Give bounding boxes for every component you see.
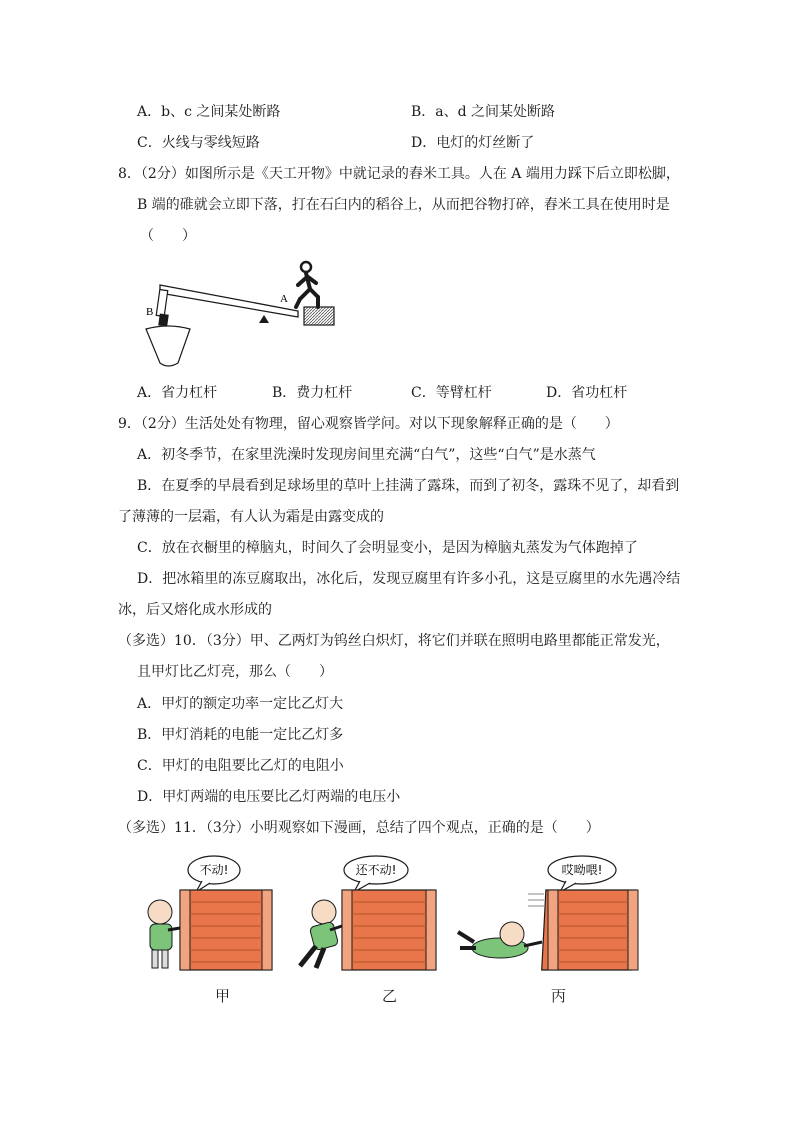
- comic-panel-jia: [140, 850, 275, 975]
- comic-panel-bing: [452, 850, 652, 975]
- falling-boy-figure: [458, 922, 542, 958]
- q7-option-b: B．a、d 之间某处断路: [411, 104, 556, 120]
- q9-option-d-cont: 冰，后又熔化成水形成的: [118, 602, 272, 618]
- q8-answer-blank: （ ）: [140, 228, 196, 244]
- q7-option-a: A．b、c 之间某处断路: [137, 104, 281, 120]
- crate: [180, 890, 272, 970]
- q8-lever-figure: [138, 255, 348, 375]
- q9-stem: 9．（2分）生活处处有物理，留心观察皆学问。对以下现象解释正确的是（ ）: [118, 416, 619, 432]
- crate: [542, 890, 638, 970]
- label-b: B: [146, 306, 154, 318]
- q11-stem: （多选）11．（3分）小明观察如下漫画，总结了四个观点，正确的是（ ）: [118, 820, 600, 836]
- q9-option-b: B．在夏季的早晨看到足球场里的草叶上挂满了露珠，而到了初冬，露珠不见了，却看到: [137, 478, 680, 494]
- q10-option-c: C．甲灯的电阻要比乙灯的电阻小: [137, 758, 344, 774]
- q8-option-b: B．费力杠杆: [272, 385, 353, 401]
- q9-option-a: A．初冬季节，在家里洗澡时发现房间里充满“白气”，这些“白气”是水蒸气: [137, 447, 596, 463]
- q10-stem-line2: 且甲灯比乙灯亮，那么（ ）: [137, 664, 333, 680]
- label-a: A: [280, 293, 288, 305]
- q8-option-c: C．等臂杠杆: [411, 385, 492, 401]
- platform-block: [304, 307, 334, 325]
- q8-option-a: A．省力杠杆: [137, 385, 218, 401]
- pestle: [156, 290, 169, 327]
- q9-option-c: C．放在衣橱里的樟脑丸，时间久了会明显变小，是因为樟脑丸蒸发为气体跑掉了: [137, 540, 638, 556]
- motion-lines: [528, 894, 544, 906]
- caption-jia: 甲: [215, 987, 231, 1005]
- lever-beam: [160, 285, 298, 317]
- bubble-text-yi: 还不动!: [355, 863, 397, 877]
- q8-stem-line2: B 端的碓就会立即下落，打在石臼内的稻谷上，从而把谷物打碎，舂米工具在使用时是: [137, 197, 670, 213]
- q8-stem-line1: 8．（2分）如图所示是《天工开物》中就记录的舂米工具。人在 A 端用力踩下后立即松脚，: [118, 166, 680, 182]
- q10-option-a: A．甲灯的额定功率一定比乙灯大: [137, 696, 344, 712]
- q9-option-d: D．把冰箱里的冻豆腐取出，冰化后，发现豆腐里有许多小孔，这是豆腐里的水先遇冷结: [137, 571, 681, 587]
- bubble-text-bing: 哎呦喂!: [561, 863, 603, 877]
- person-figure: [296, 262, 318, 307]
- q8-option-d: D．省功杠杆: [546, 385, 628, 401]
- boy-figure: [300, 900, 342, 968]
- caption-yi: 乙: [382, 987, 398, 1005]
- caption-bing: 丙: [551, 987, 567, 1005]
- q10-stem-line1: （多选）10．（3分）甲、乙两灯为钨丝白炽灯，将它们并联在照明电路里都能正常发光，: [118, 633, 670, 649]
- q7-option-c: C．火线与零线短路: [137, 135, 260, 151]
- q10-option-b: B．甲灯消耗的电能一定比乙灯多: [137, 727, 344, 743]
- crate: [342, 890, 436, 970]
- comic-panel-yi: [290, 850, 440, 975]
- boy-figure: [148, 900, 180, 968]
- q9-option-b-cont: 了薄薄的一层霜，有人认为霜是由露变成的: [118, 509, 384, 525]
- mortar: [146, 326, 190, 366]
- fulcrum: [259, 315, 269, 323]
- bubble-text-jia: 不动!: [199, 863, 229, 877]
- q7-option-d: D．电灯的灯丝断了: [411, 135, 535, 151]
- q10-option-d: D．甲灯两端的电压要比乙灯两端的电压小: [137, 789, 401, 805]
